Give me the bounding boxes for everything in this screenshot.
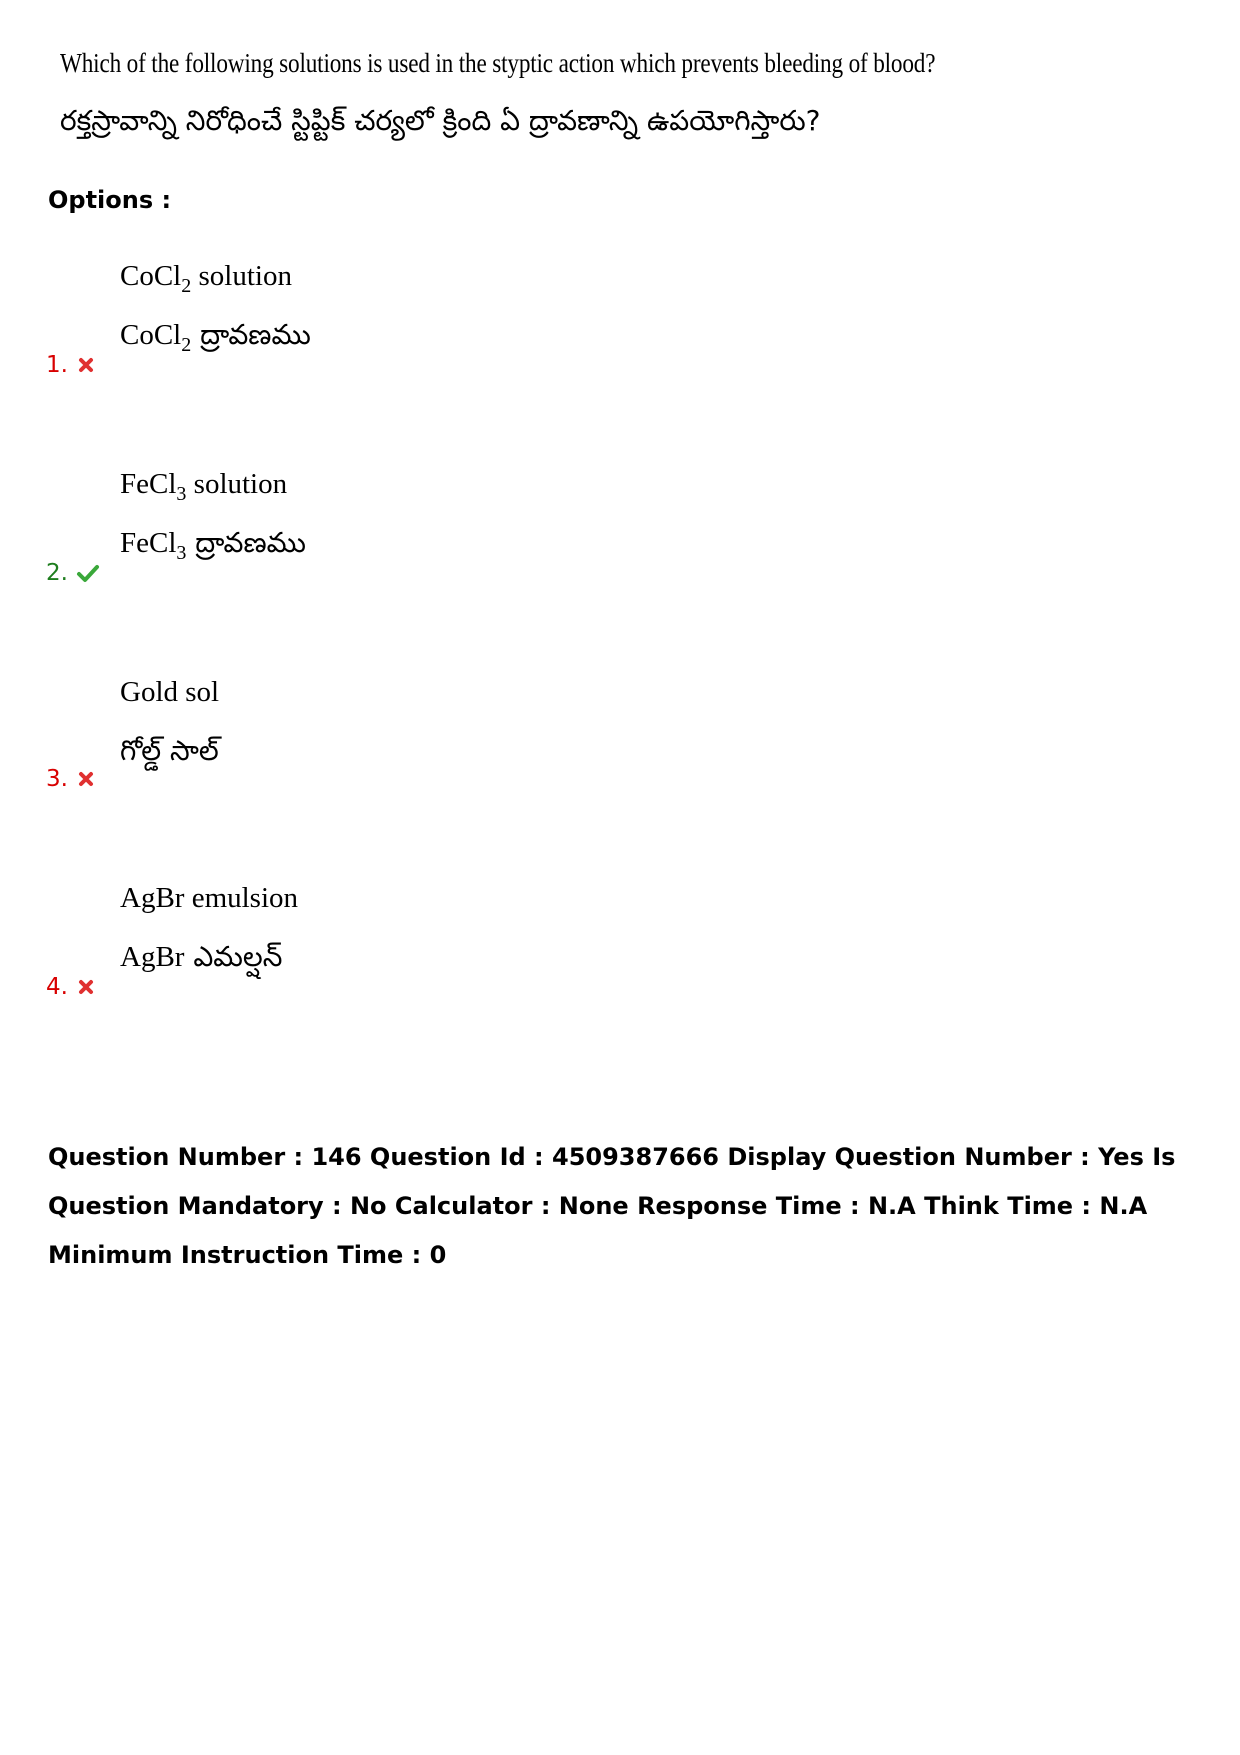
option-4-number: 4. [46,974,96,1000]
option-2-english: FeCl$_3$ solution [120,468,288,505]
option-2-telugu: FeCl$_3$ ద్రావణము [120,526,306,564]
option-3-telugu: గోల్డ్ సాల్ [120,734,219,767]
question-metadata: Question Number : 146 Question Id : 4509387666 Display Question Number : Yes Is Question Mandatory : No Calculator : None Response Time : N.A Think Time : N.A Minimum Instruction Time : 0 [48,1143,1176,1269]
cross-icon [76,977,96,997]
option-4-telugu: AgBr ఎమల్షన్ [120,940,283,973]
cross-icon [76,769,96,789]
option-3-number: 3. [46,766,96,792]
option-3-english: Gold sol [120,676,220,708]
question-text-english: Which of the following solutions is used in the styptic action which prevents bleeding of blood? [60,48,936,78]
options-heading: Options : [48,186,172,214]
option-1-english: CoCl$_2$ solution [120,260,292,297]
cross-icon [76,355,96,375]
option-1-telugu: CoCl$_2$ ద్రావణము [120,318,311,356]
check-icon [76,563,100,583]
option-1-number: 1. [46,352,96,378]
option-2-number: 2. [46,560,100,586]
question-text-telugu: రక్తస్రావాన్ని నిరోధించే స్టిప్టిక్ చర్యలో క్రింది ఏ ద్రావణాన్ని ఉపయోగిస్తారు? [60,104,821,137]
option-4-english: AgBr emulsion [120,882,299,914]
